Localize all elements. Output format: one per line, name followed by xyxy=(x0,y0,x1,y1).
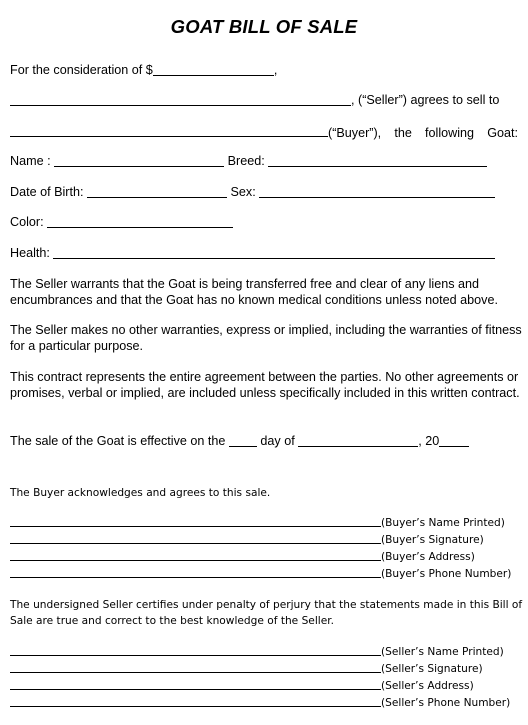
no-other-warranties-paragraph: The Seller makes no other warranties, express or implied, including the warranties of fitness for a particular purpose. xyxy=(10,323,522,353)
dob-field[interactable] xyxy=(87,185,227,198)
seller-address-label: (Seller’s Address) xyxy=(381,680,474,692)
consideration-comma: , xyxy=(273,63,278,77)
sex-field[interactable] xyxy=(259,185,495,198)
seller-phone-row xyxy=(10,696,526,710)
consideration-line xyxy=(10,63,277,78)
consideration-amount-field[interactable] xyxy=(153,63,274,76)
warranty-paragraph: The Seller warrants that the Goat is being transferred free and clear of any liens and encumbrances and that the Goat has no known medical conditions unless noted above. xyxy=(10,277,498,307)
seller-name-field[interactable] xyxy=(10,93,351,106)
effective-year-field[interactable] xyxy=(439,434,469,447)
health-label: Health: xyxy=(10,246,50,260)
seller-signature-row xyxy=(10,662,526,676)
color-field[interactable] xyxy=(47,215,233,228)
seller-line-text: , (“Seller”) agrees to sell to xyxy=(351,93,500,107)
consideration-label: For the consideration of $ xyxy=(10,63,153,77)
buyer-signature-label: (Buyer’s Signature) xyxy=(381,534,484,546)
goat-name-field[interactable] xyxy=(54,154,224,167)
seller-name-printed-label: (Seller’s Name Printed) xyxy=(381,646,504,658)
buyer-line-the: the xyxy=(394,126,412,140)
seller-signature-label: (Seller’s Signature) xyxy=(381,663,483,675)
effective-day-field[interactable] xyxy=(229,434,257,447)
buyer-acknowledgment: The Buyer acknowledges and agrees to this sale. xyxy=(10,487,271,499)
dob-sex-line xyxy=(10,185,495,200)
seller-name-printed-row xyxy=(10,645,526,659)
sex-label: Sex: xyxy=(230,185,256,199)
document-title: GOAT BILL OF SALE xyxy=(170,16,358,37)
health-field[interactable] xyxy=(53,246,495,259)
seller-address-row xyxy=(10,679,526,693)
seller-name-printed-field[interactable] xyxy=(10,645,381,656)
year-prefix: 20 xyxy=(425,434,440,448)
breed-field[interactable] xyxy=(268,154,487,167)
seller-address-field[interactable] xyxy=(10,679,381,690)
seller-certification: The undersigned Seller certifies under penalty of perjury that the statements made in this Bill of Sale are true and correct to the best knowledge of the Seller. xyxy=(10,599,523,627)
buyer-address-field[interactable] xyxy=(10,550,381,561)
effective-label: The sale of the Goat is effective on the xyxy=(10,434,226,448)
buyer-name-printed-row xyxy=(10,516,526,530)
effective-date-line xyxy=(10,434,469,449)
buyer-signature-field[interactable] xyxy=(10,533,381,544)
effective-comma: , xyxy=(418,434,422,448)
color-label: Color: xyxy=(10,215,44,229)
dob-label: Date of Birth: xyxy=(10,185,84,199)
buyer-line-following: following xyxy=(425,126,475,140)
buyer-address-label: (Buyer’s Address) xyxy=(381,551,475,563)
entire-agreement-paragraph: This contract represents the entire agreement between the parties. No other agreements or promises, verbal or implied, are included unless specifically included in this written contract. xyxy=(10,370,520,400)
buyer-name-printed-label: (Buyer’s Name Printed) xyxy=(381,517,505,529)
name-breed-line xyxy=(10,154,487,169)
buyer-phone-field[interactable] xyxy=(10,567,381,578)
seller-signature-field[interactable] xyxy=(10,662,381,673)
buyer-label: (“Buyer”), xyxy=(328,126,382,140)
buyer-line xyxy=(10,124,518,141)
name-label: Name : xyxy=(10,154,51,168)
seller-phone-label: (Seller’s Phone Number) xyxy=(381,697,511,709)
buyer-address-row xyxy=(10,550,526,564)
health-line xyxy=(10,246,495,261)
breed-label: Breed: xyxy=(227,154,265,168)
buyer-name-field[interactable] xyxy=(10,124,328,137)
effective-month-field[interactable] xyxy=(298,434,418,447)
buyer-phone-row xyxy=(10,567,526,581)
buyer-line-goat: Goat: xyxy=(487,126,518,140)
seller-line xyxy=(10,93,499,108)
buyer-phone-label: (Buyer’s Phone Number) xyxy=(381,568,512,580)
color-line xyxy=(10,215,233,230)
buyer-name-printed-field[interactable] xyxy=(10,516,381,527)
buyer-signature-row xyxy=(10,533,526,547)
seller-phone-field[interactable] xyxy=(10,696,381,707)
day-of-label: day of xyxy=(260,434,295,448)
